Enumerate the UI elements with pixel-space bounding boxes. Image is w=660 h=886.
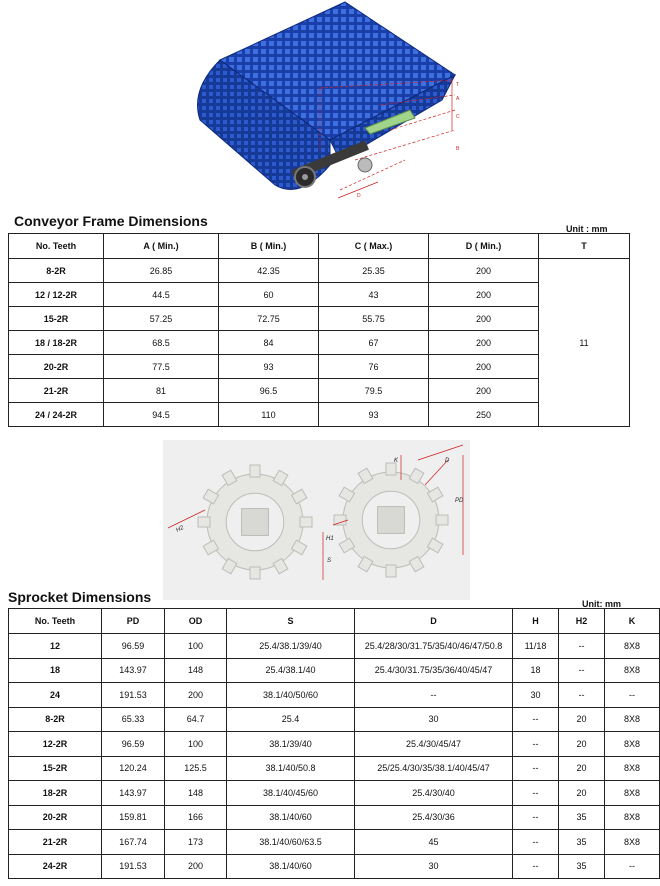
table-cell: 125.5 [165,756,227,781]
header-a: A ( Min.) [104,234,219,259]
table-cell: 11/18 [513,634,559,659]
cell-no-teeth: 12 [9,634,102,659]
table-cell: 8X8 [605,756,660,781]
table-cell: -- [559,683,605,708]
table-cell: 110 [219,403,319,427]
table-cell: 100 [165,634,227,659]
table-cell: -- [605,683,660,708]
table-cell: 200 [429,379,539,403]
header-k: K [605,609,660,634]
table-cell: 68.5 [104,331,219,355]
header-b: B ( Min.) [219,234,319,259]
table-cell: 25.4/38.1/40 [227,658,355,683]
dim-label-d-sprocket: D [445,458,450,464]
table-cell: 159.81 [102,805,165,830]
table-cell: 25.4 [227,707,355,732]
cell-no-teeth: 18 [9,658,102,683]
table-cell: 43 [319,283,429,307]
table-row [9,259,630,283]
table-row [9,854,660,879]
table-cell: 38.1/40/50.8 [227,756,355,781]
table-row [9,634,660,659]
cell-no-teeth: 15-2R [9,307,104,331]
header-s: S [227,609,355,634]
cell-no-teeth: 18-2R [9,781,102,806]
table-row [9,805,660,830]
table-cell: 25.4/30/40 [355,781,513,806]
cell-no-teeth: 24 / 24-2R [9,403,104,427]
table-row [9,707,660,732]
table-cell: 79.5 [319,379,429,403]
header-h2: H2 [559,609,605,634]
table-cell: -- [513,756,559,781]
cell-no-teeth: 18 / 18-2R [9,331,104,355]
conveyor-unit-label: Unit : mm [566,224,608,234]
table-cell: 167.74 [102,830,165,855]
table-cell: 38.1/40/50/60 [227,683,355,708]
dim-label-c: C [456,114,460,120]
table-cell: 8X8 [605,634,660,659]
table-cell: -- [559,658,605,683]
table-row [9,331,630,355]
header-no-teeth: No. Teeth [9,234,104,259]
table-row [9,830,660,855]
table-cell: 35 [559,830,605,855]
cell-no-teeth: 24-2R [9,854,102,879]
table-cell: 8X8 [605,830,660,855]
table-cell: -- [605,854,660,879]
table-cell: 250 [429,403,539,427]
table-cell: 200 [429,307,539,331]
cell-no-teeth: 20-2R [9,355,104,379]
table-cell: 30 [513,683,559,708]
table-cell: 8X8 [605,707,660,732]
table-cell: 148 [165,781,227,806]
table-cell: 200 [429,331,539,355]
dim-label-h1: H1 [326,536,334,542]
table-row [9,403,630,427]
table-cell: 96.59 [102,732,165,757]
table-cell: 38.1/40/60/63.5 [227,830,355,855]
header-no-teeth: No. Teeth [9,609,102,634]
table-cell: 20 [559,732,605,757]
table-cell: 76 [319,355,429,379]
table-cell: 67 [319,331,429,355]
table-cell: 191.53 [102,683,165,708]
sprocket-unit-label: Unit: mm [582,599,621,609]
table-cell: 20 [559,707,605,732]
table-cell: 45 [355,830,513,855]
table-cell: 38.1/40/60 [227,805,355,830]
cell-no-teeth: 12-2R [9,732,102,757]
dim-label-a: A [456,96,460,102]
table-row [9,283,630,307]
cell-no-teeth: 15-2R [9,756,102,781]
table-cell: 84 [219,331,319,355]
dim-label-pd: PD [455,498,464,504]
table-cell: 200 [165,683,227,708]
conveyor-belt-diagram [180,0,480,205]
table-cell: -- [513,732,559,757]
table-cell: 200 [429,259,539,283]
table-cell: 35 [559,805,605,830]
table-cell: 55.75 [319,307,429,331]
table-cell: 35 [559,854,605,879]
table-cell: -- [559,634,605,659]
table-cell: 81 [104,379,219,403]
table-row [9,307,630,331]
cell-no-teeth: 12 / 12-2R [9,283,104,307]
table-cell: 143.97 [102,781,165,806]
table-cell: 8X8 [605,732,660,757]
table-cell: 200 [429,283,539,307]
sprocket-diagram [163,440,470,600]
table-cell: 30 [355,707,513,732]
cell-no-teeth: 20-2R [9,805,102,830]
table-cell: 44.5 [104,283,219,307]
table-cell: 60 [219,283,319,307]
header-t: T [539,234,630,259]
dim-label-s: S [327,558,332,564]
table-cell: 65.33 [102,707,165,732]
cell-no-teeth: 8-2R [9,259,104,283]
dim-label-t: T [456,82,460,88]
table-cell: 25/25.4/30/35/38.1/40/45/47 [355,756,513,781]
table-cell: 42.35 [219,259,319,283]
table-cell: 77.5 [104,355,219,379]
table-cell: 166 [165,805,227,830]
table-cell: 148 [165,658,227,683]
table-cell: -- [355,683,513,708]
table-cell: 200 [429,355,539,379]
table-cell: 38.1/40/60 [227,854,355,879]
table-cell: 120.24 [102,756,165,781]
conveyor-section-title: Conveyor Frame Dimensions [14,213,208,229]
table-cell: 25.4/28/30/31.75/35/40/46/47/50.8 [355,634,513,659]
table-cell: 38.1/39/40 [227,732,355,757]
header-c: C ( Max.) [319,234,429,259]
sprocket-table [8,608,660,879]
dim-label-b: B [456,146,460,152]
table-cell: 200 [165,854,227,879]
table-row [9,355,630,379]
table-cell: 57.25 [104,307,219,331]
table-cell: 94.5 [104,403,219,427]
table-cell: 20 [559,756,605,781]
table-cell: 93 [319,403,429,427]
header-d: D [355,609,513,634]
table-cell: 173 [165,830,227,855]
table-cell: 191.53 [102,854,165,879]
conveyor-frame-table [8,233,630,427]
table-cell: -- [513,707,559,732]
table-row [9,756,660,781]
dim-label-h2: H2 [175,525,185,534]
table-row [9,379,630,403]
table-cell: -- [513,805,559,830]
cell-no-teeth: 24 [9,683,102,708]
table-cell: 26.85 [104,259,219,283]
table-cell: 72.75 [219,307,319,331]
sprocket-header-row [9,609,660,634]
table-cell: 100 [165,732,227,757]
table-cell: 38.1/40/45/60 [227,781,355,806]
table-cell: 25.4/30/45/47 [355,732,513,757]
table-cell: 25.4/30/36 [355,805,513,830]
conveyor-header-row [9,234,630,259]
table-row [9,781,660,806]
table-cell: 8X8 [605,805,660,830]
cell-no-teeth: 21-2R [9,830,102,855]
table-cell: 18 [513,658,559,683]
table-cell: 25.4/38.1/39/40 [227,634,355,659]
table-cell: -- [513,781,559,806]
table-row [9,732,660,757]
table-cell: 8X8 [605,781,660,806]
cell-no-teeth: 21-2R [9,379,104,403]
table-row [9,658,660,683]
table-cell: 20 [559,781,605,806]
table-cell: -- [513,830,559,855]
table-cell: 25.4/30/31.75/35/36/40/45/47 [355,658,513,683]
table-cell: 8X8 [605,658,660,683]
header-od: OD [165,609,227,634]
table-cell: 96.59 [102,634,165,659]
table-cell: 143.97 [102,658,165,683]
table-cell: 64.7 [165,707,227,732]
table-cell: 25.35 [319,259,429,283]
header-h: H [513,609,559,634]
dim-label-d: D [357,193,361,199]
sprocket-section-title: Sprocket Dimensions [8,589,152,605]
cell-no-teeth: 8-2R [9,707,102,732]
dim-label-k: K [394,458,399,464]
header-pd: PD [102,609,165,634]
table-row [9,683,660,708]
table-cell: 30 [355,854,513,879]
table-cell: 93 [219,355,319,379]
table-cell: -- [513,854,559,879]
cell-t-value: 11 [539,259,630,427]
header-d: D ( Min.) [429,234,539,259]
table-cell: 96.5 [219,379,319,403]
